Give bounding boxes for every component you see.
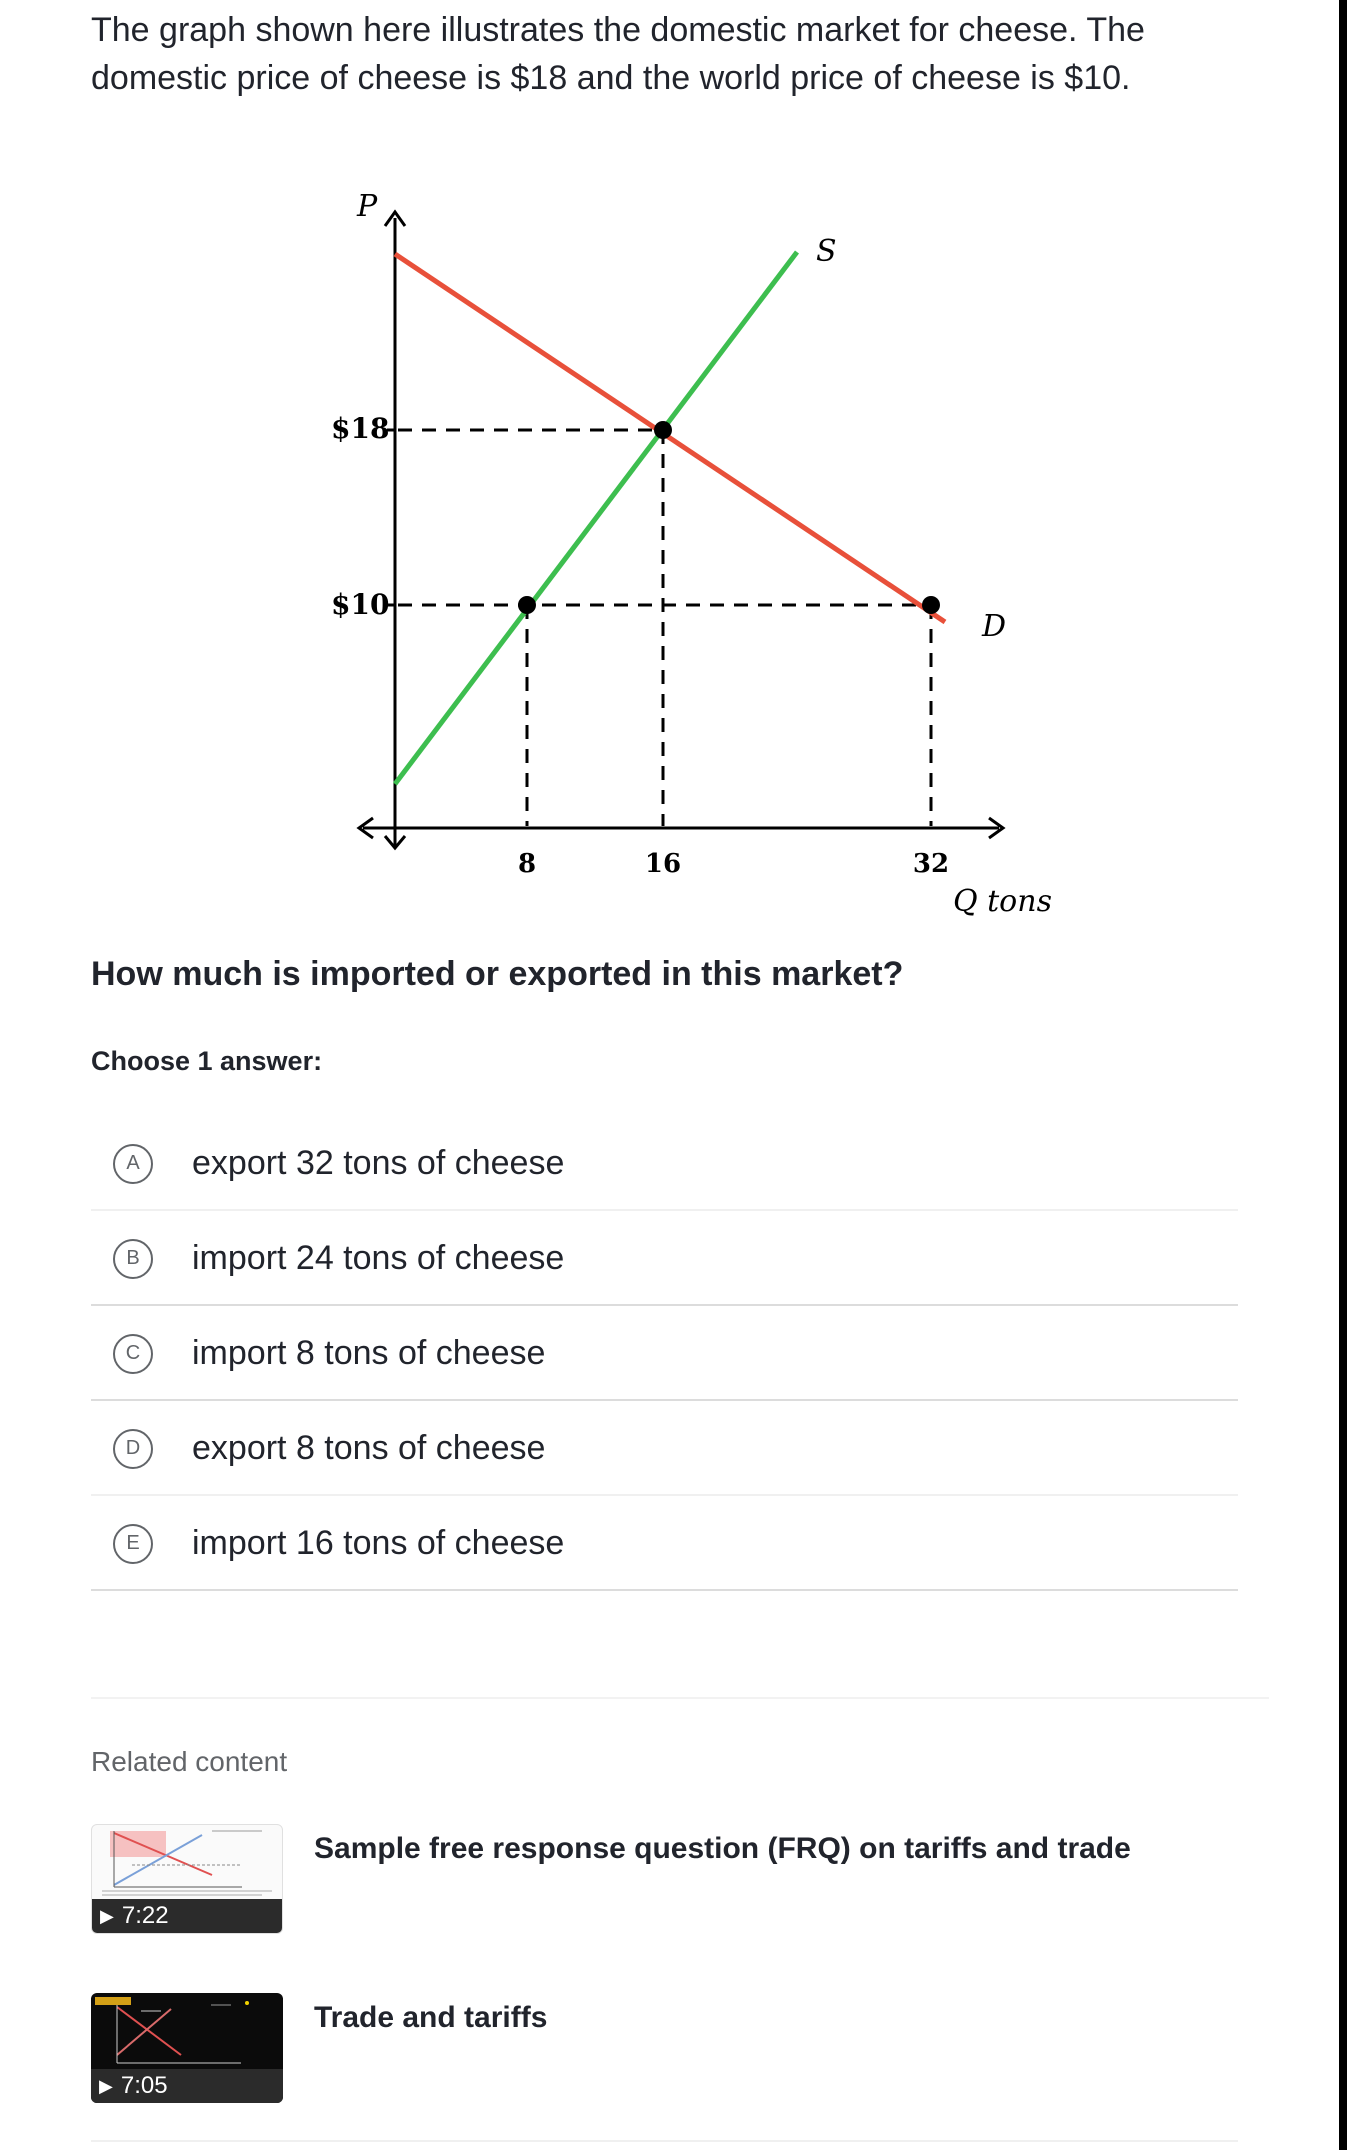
radio-circle-a[interactable]: A [113, 1144, 153, 1184]
demand-curve [395, 254, 945, 622]
choice-c[interactable] [91, 1306, 1238, 1401]
play-icon: ▶ [100, 1905, 114, 1926]
video-duration-2: ▶ 7:05 [91, 2069, 283, 2103]
equilibrium-point [654, 421, 672, 439]
choice-e[interactable] [91, 1496, 1238, 1591]
video-thumbnail-2[interactable] [91, 1993, 283, 2103]
radio-circle-d[interactable]: D [113, 1429, 153, 1469]
price-label-18: $18 [331, 412, 390, 445]
choice-d[interactable] [91, 1401, 1238, 1496]
related-title-1[interactable]: Sample free response question (FRQ) on tariffs and trade [314, 1832, 1131, 1865]
related-video-2[interactable] [91, 1993, 1251, 2105]
choice-b[interactable] [91, 1211, 1238, 1306]
right-edge-bar [1339, 0, 1347, 2150]
section-divider [91, 1697, 1269, 1699]
radio-circle-b[interactable]: B [113, 1239, 153, 1279]
market-graph [91, 0, 1251, 930]
demand-at-world-price-point [922, 596, 940, 614]
p-axis-label: P [357, 189, 378, 224]
question-prompt: How much is imported or exported in this market? [91, 955, 904, 993]
related-content-heading: Related content [91, 1746, 288, 1777]
page-bottom-divider [91, 2140, 1238, 2142]
q-axis-label: Q tons [953, 884, 1052, 919]
choice-a-label: export 32 tons of cheese [192, 1144, 565, 1182]
choice-a[interactable] [91, 1116, 1238, 1211]
video-duration-1: ▶ 7:22 [92, 1899, 283, 1933]
question-text: The graph shown here illustrates the domestic market for cheese. The domestic price of cheese is $18 and the world price of cheese is $10. [91, 11, 1145, 97]
choice-d-label: export 8 tons of cheese [192, 1429, 546, 1467]
demand-label: D [982, 609, 1007, 644]
radio-circle-e[interactable]: E [113, 1524, 153, 1564]
choose-label: Choose 1 answer: [91, 1046, 323, 1076]
supply-curve [395, 252, 797, 784]
video-thumbnail-1[interactable] [91, 1824, 283, 1934]
choice-e-label: import 16 tons of cheese [192, 1524, 565, 1562]
related-video-1[interactable] [91, 1824, 1251, 1936]
choice-divider [91, 1589, 1238, 1591]
supply-label: S [816, 234, 837, 269]
quantity-label-16: 16 [644, 849, 682, 879]
related-title-2[interactable]: Trade and tariffs [314, 2001, 548, 2034]
supply-at-world-price-point [518, 596, 536, 614]
choice-c-label: import 8 tons of cheese [192, 1334, 546, 1372]
quantity-label-32: 32 [912, 849, 950, 879]
price-label-10: $10 [331, 588, 390, 621]
choice-b-label: import 24 tons of cheese [192, 1239, 565, 1277]
quantity-label-8: 8 [517, 849, 537, 879]
radio-circle-c[interactable]: C [113, 1334, 153, 1374]
play-icon: ▶ [99, 2075, 113, 2096]
